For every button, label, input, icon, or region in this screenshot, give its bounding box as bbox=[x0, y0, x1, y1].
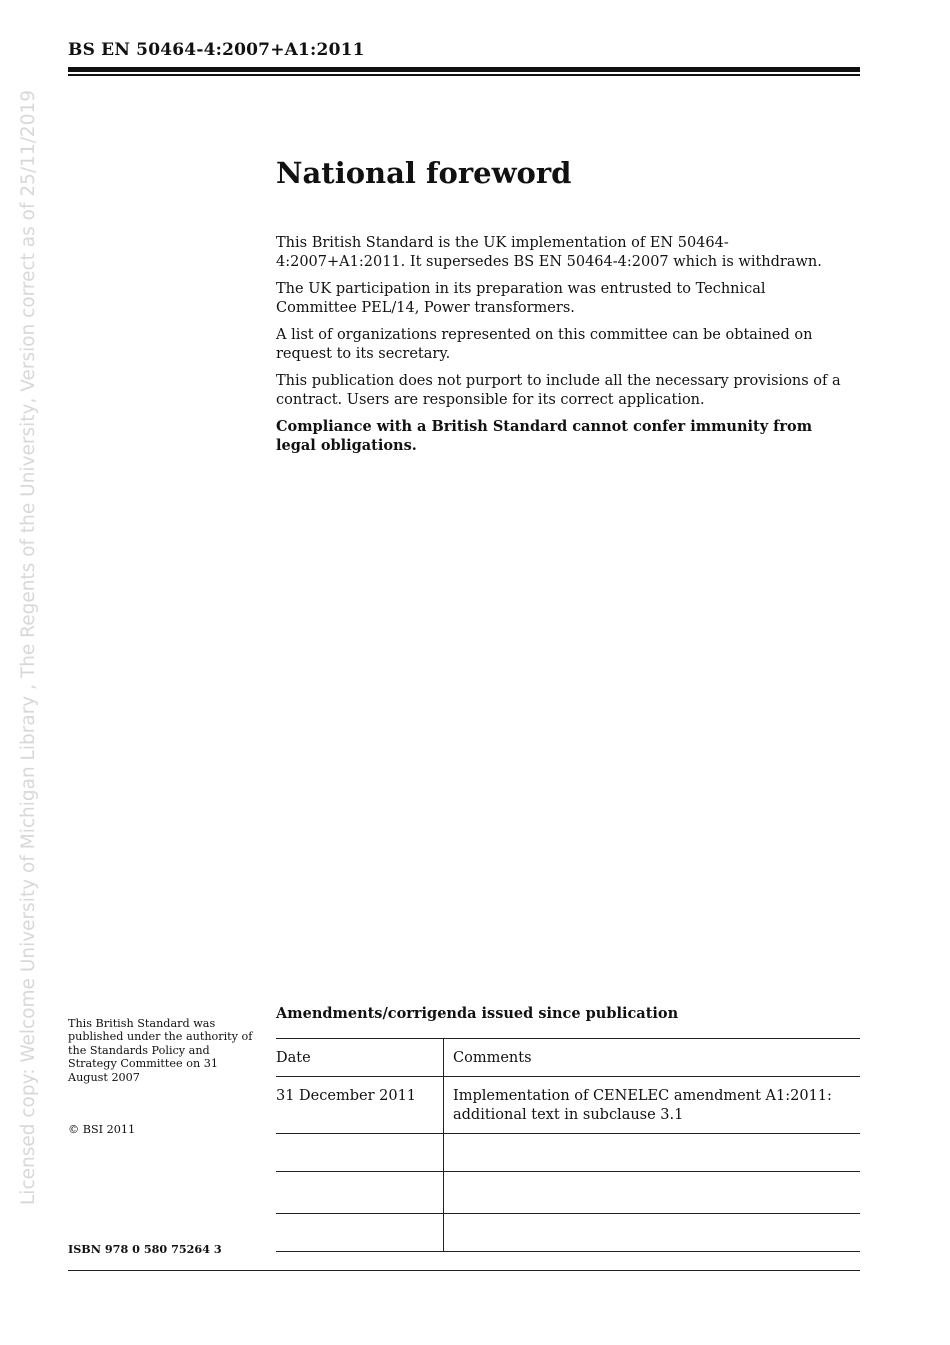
amendment-date bbox=[276, 1134, 444, 1172]
page-title: National foreword bbox=[276, 156, 572, 190]
table-row bbox=[276, 1214, 860, 1252]
table-row bbox=[276, 1172, 860, 1214]
document-code: BS EN 50464-4:2007+A1:2011 bbox=[68, 40, 365, 60]
isbn: ISBN 978 0 580 75264 3 bbox=[68, 1242, 222, 1256]
amendment-comments: Implementation of CENELEC amendment A1:2011: additional text in subclause 3.1 bbox=[444, 1077, 861, 1134]
table-row bbox=[276, 1134, 860, 1172]
header-rule-thick bbox=[68, 67, 860, 72]
copyright-notice: © BSI 2011 bbox=[68, 1123, 136, 1136]
paragraph-organizations: A list of organizations represented on this committee can be obtained on request to its secretary. bbox=[276, 327, 813, 362]
footer-rule bbox=[68, 1270, 860, 1271]
paragraph-disclaimer: This publication does not purport to include all the necessary provisions of a contract. Users are responsible for its correct application. bbox=[276, 373, 841, 408]
amendment-date bbox=[276, 1214, 444, 1252]
amendment-comments bbox=[444, 1134, 861, 1172]
paragraph-implementation: This British Standard is the UK implementation of EN 50464-4:2007+A1:2011. It supersedes BS EN 50464-4:2007 which is withdrawn. bbox=[276, 235, 822, 270]
header-rule-thin bbox=[68, 74, 860, 76]
column-header-comments: Comments bbox=[444, 1039, 861, 1077]
column-header-date: Date bbox=[276, 1039, 444, 1077]
paragraph-committee: The UK participation in its preparation was entrusted to Technical Committee PEL/14, Power transformers. bbox=[276, 281, 766, 316]
license-watermark: Licensed copy: Welcome University of Michigan Library , The Regents of the University, Version correct as of 25/11/2019 bbox=[18, 89, 39, 1205]
paragraph-compliance: Compliance with a British Standard cannot confer immunity from legal obligations. bbox=[276, 418, 813, 454]
publication-note: This British Standard was published under the authority of the Standards Policy and Strategy Committee on 31 August 2007 bbox=[68, 1017, 253, 1084]
amendments-heading: Amendments/corrigenda issued since publication bbox=[276, 1005, 679, 1022]
amendment-comments bbox=[444, 1172, 861, 1214]
foreword-body bbox=[276, 234, 848, 464]
amendment-date bbox=[276, 1172, 444, 1214]
table-header-row bbox=[276, 1039, 860, 1077]
table-row bbox=[276, 1077, 860, 1134]
amendment-comments bbox=[444, 1214, 861, 1252]
amendment-date: 31 December 2011 bbox=[276, 1077, 444, 1134]
amendments-table bbox=[276, 1038, 860, 1252]
